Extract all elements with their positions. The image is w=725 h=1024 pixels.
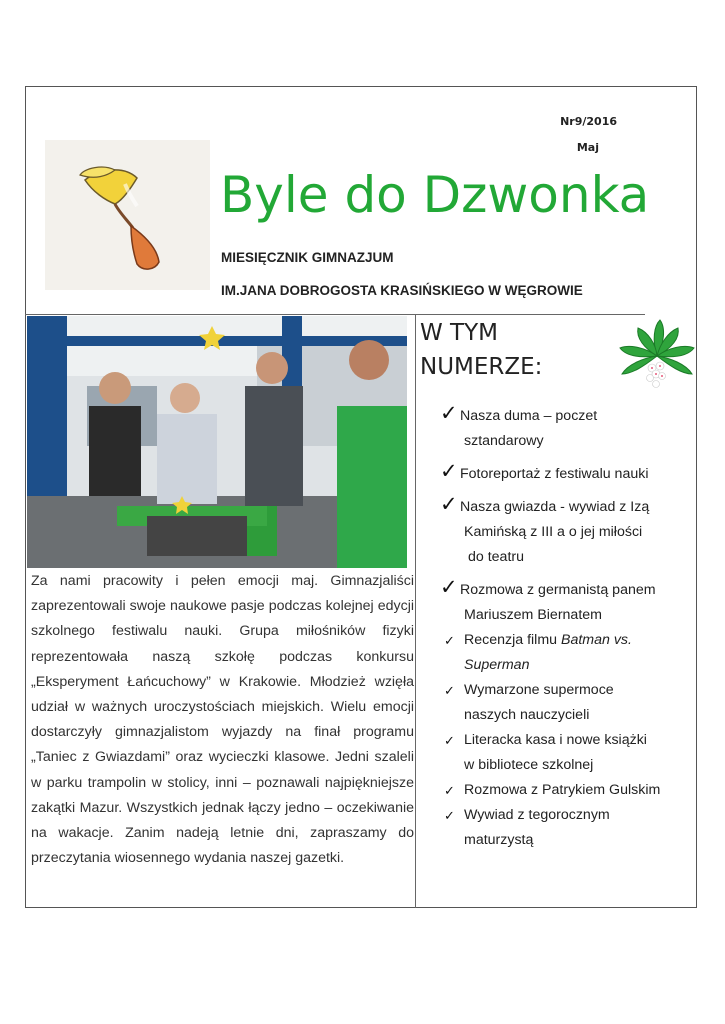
toc-heading-line-2: NUMERZE: — [420, 354, 543, 380]
newspaper-title: Byle do Dzwonka — [220, 166, 650, 224]
toc-item: ✓ Nasza gwiazda - wywiad z Izą Kamińską z III a o jej miłości do teatru — [440, 493, 650, 565]
issue-month: Maj — [576, 141, 599, 154]
toc-heading — [420, 316, 542, 384]
toc-item: ✓ Wywiad z tegorocznym maturzystą — [440, 803, 695, 853]
toc-item: ✓ Literacka kasa i nowe książki w bibliotece szkolnej — [440, 728, 695, 778]
checkmark-icon: ✓ — [444, 808, 455, 823]
bell-drawing-icon — [45, 140, 210, 290]
toc-heading-line-1: W TYM — [420, 320, 498, 346]
column-divider — [415, 314, 416, 908]
bell-logo — [45, 140, 210, 290]
checkmark-icon: ✓ — [440, 402, 458, 425]
festival-photo — [27, 316, 407, 568]
toc-item: ✓ Wymarzone supermoce naszych nauczycieli — [440, 678, 695, 728]
article-text: Za nami pracowity i pełen emocji maj. Gimnazjaliści zaprezentowali swoje naukowe pasje podczas kolejnej edycji szkolnego festiwalu nauki. Grupa miłośników fizyki reprezentowała naszą szkołę podczas konkursu „Eksperyment Łańcuchowy” w Krakowie. Młodzież wzięła udział w ważnych uroczystościach miejskich. Wielu emocji dostarczyły gimnazjalistom wyjazdy na finał programu „Taniec z Gwiazdami” oraz wycieczki klasowe. Jedni szaleli w parku trampolin w stolicy, inni – poznawali najpiękniejsze zakątki Mazur. Wszystkich jednak łączy jedno – oczekiwanie na wakacje. Zanim nadeją letnie dni, zapraszamy do przeczytania wiosennego wydania naszej gazetki. — [31, 573, 414, 867]
checkmark-icon: ✓ — [444, 683, 455, 698]
chestnut-leaf-icon — [616, 318, 698, 394]
intro-article — [31, 569, 414, 871]
checkmark-icon: ✓ — [440, 576, 458, 599]
subtitle-line-2: IM.JANA DOBROGOSTA KRASIŃSKIEGO W WĘGROWIE — [221, 283, 583, 298]
toc-item: ✓ Nasza duma – poczet sztandarowy — [440, 402, 598, 449]
toc-item: ✓ Recenzja filmu Batman vs. Superman — [440, 628, 695, 678]
checkmark-icon: ✓ — [444, 633, 455, 648]
checkmark-icon: ✓ — [440, 460, 458, 483]
checkmark-icon: ✓ — [444, 733, 455, 748]
toc-list — [440, 404, 695, 853]
checkmark-icon: ✓ — [440, 493, 458, 516]
checkmark-icon: ✓ — [444, 783, 455, 798]
toc-item: ✓ Rozmowa z germanistą panem Mariuszem Biernatem — [440, 576, 656, 623]
subtitle-line-1: MIESIĘCZNIK GIMNAZJUM — [221, 250, 394, 265]
issue-number: Nr9/2016 — [560, 115, 617, 128]
header-divider — [25, 314, 645, 315]
toc-item: ✓ Rozmowa z Patrykiem Gulskim — [440, 778, 695, 803]
toc-item: ✓ Fotoreportaż z festiwalu nauki — [440, 460, 649, 483]
